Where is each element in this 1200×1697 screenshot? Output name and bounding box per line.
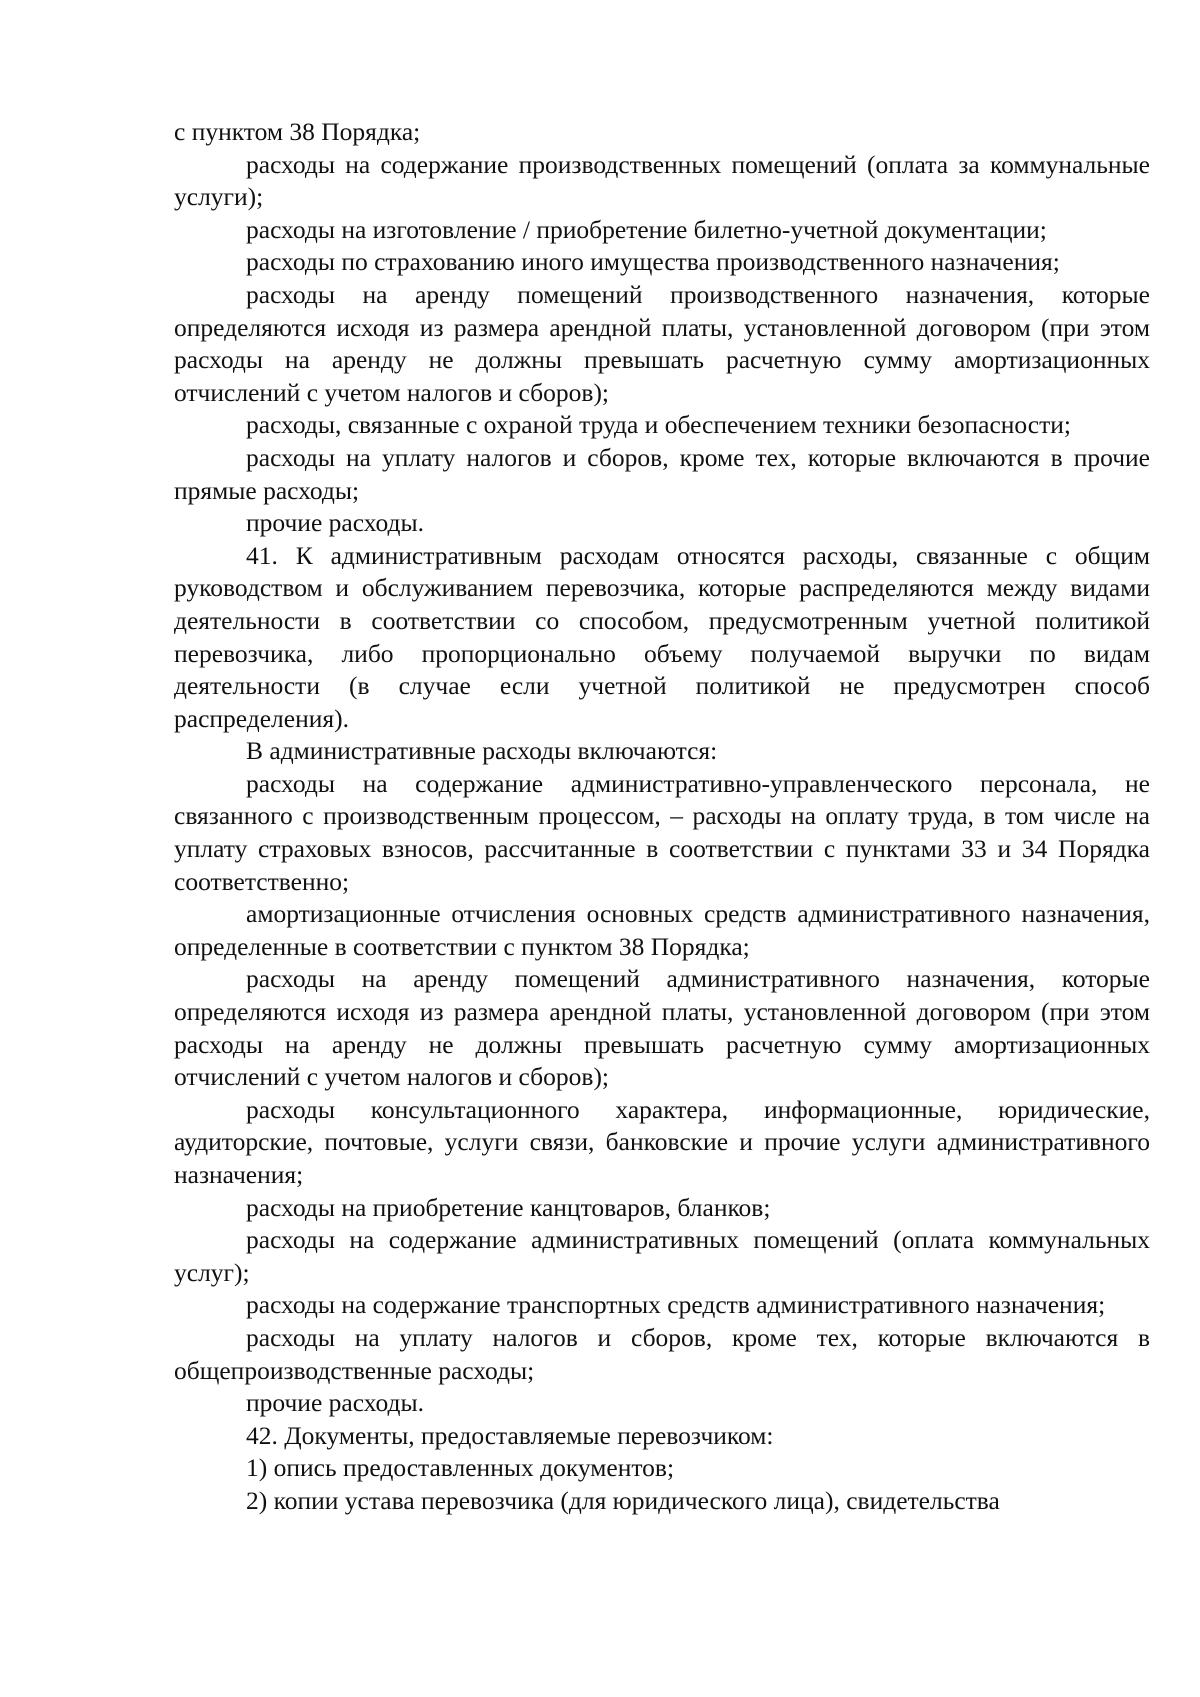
paragraph-production-premises: расходы на содержание производственных помещений (оплата за коммунальные услуги); — [174, 149, 1150, 212]
paragraph-admin-staff: расходы на содержание административно-управленческого персонала, не связанного с производственным процессом, – расходы на оплату труда, в том числе на уплату страховых взносов, рассчитанные в соответствии с пунктами 33 и 34 Порядка соответственно; — [174, 768, 1150, 896]
paragraph-admin-rent: расходы на аренду помещений административного назначения, которые определяются исходя из размера арендной платы, установленной договором (при этом расходы на аренду не должны превышать расчетную сумму амортизационных отчислений с учетом налогов и сборов); — [174, 964, 1150, 1092]
paragraph-production-rent: расходы на аренду помещений производственного назначения, которые определяются исходя из размера арендной платы, установленной договором (при этом расходы на аренду не должны превышать расчетную сумму амортизационных отчислений с учетом налогов и сборов); — [174, 279, 1150, 407]
paragraph-stationery: расходы на приобретение канцтоваров, бланков; — [246, 1192, 771, 1222]
paragraph-taxes-direct: расходы на уплату налогов и сборов, кроме тех, которые включаются в прочие прямые расходы; — [174, 442, 1150, 505]
paragraph-ticket-documentation: расходы на изготовление / приобретение билетно-учетной документации; — [246, 214, 1047, 244]
paragraph-clause-42: 42. Документы, предоставляемые перевозчиком: — [246, 1420, 774, 1450]
paragraph-clause-41: 41. К административным расходам относятся расходы, связанные с общим руководством и обслуживанием перевозчика, которые распределяются между видами деятельности в соответствии со способом, предусмотренным учетной политикой перевозчика, либо пропорционально объему получаемой выручки по видам деятельности (в случае если учетной политикой не предусмотрен способ распределения). — [174, 540, 1150, 733]
paragraph-item-1: 1) опись предоставленных документов; — [246, 1453, 675, 1483]
paragraph-continuation: с пунктом 38 Порядка; — [174, 117, 421, 146]
paragraph-other-expenses-2: прочие расходы. — [246, 1388, 424, 1418]
paragraph-item-2: 2) копии устава перевозчика (для юридического лица), свидетельства — [246, 1485, 1000, 1515]
document-page — [174, 116, 1150, 1518]
paragraph-other-expenses-1: прочие расходы. — [246, 508, 424, 538]
paragraph-admin-premises: расходы на содержание административных помещений (оплата коммунальных услуг); — [174, 1225, 1150, 1287]
paragraph-admin-services: расходы консультационного характера, информационные, юридические, аудиторские, почтовые, услуги связи, банковские и прочие услуги административного назначения; — [174, 1094, 1150, 1189]
paragraph-labor-safety: расходы, связанные с охраной труда и обеспечением техники безопасности; — [246, 410, 1071, 440]
paragraph-admin-vehicles: расходы на содержание транспортных средств административного назначения; — [246, 1290, 1106, 1320]
paragraph-admin-depreciation: амортизационные отчисления основных средств административного назначения, определенные в соответствии с пунктом 38 Порядка; — [174, 899, 1150, 961]
paragraph-taxes-general: расходы на уплату налогов и сборов, кроме тех, которые включаются в общепроизводственные расходы; — [174, 1322, 1150, 1385]
paragraph-property-insurance: расходы по страхованию иного имущества производственного назначения; — [246, 247, 1060, 277]
paragraph-admin-includes: В административные расходы включаются: — [246, 736, 718, 766]
